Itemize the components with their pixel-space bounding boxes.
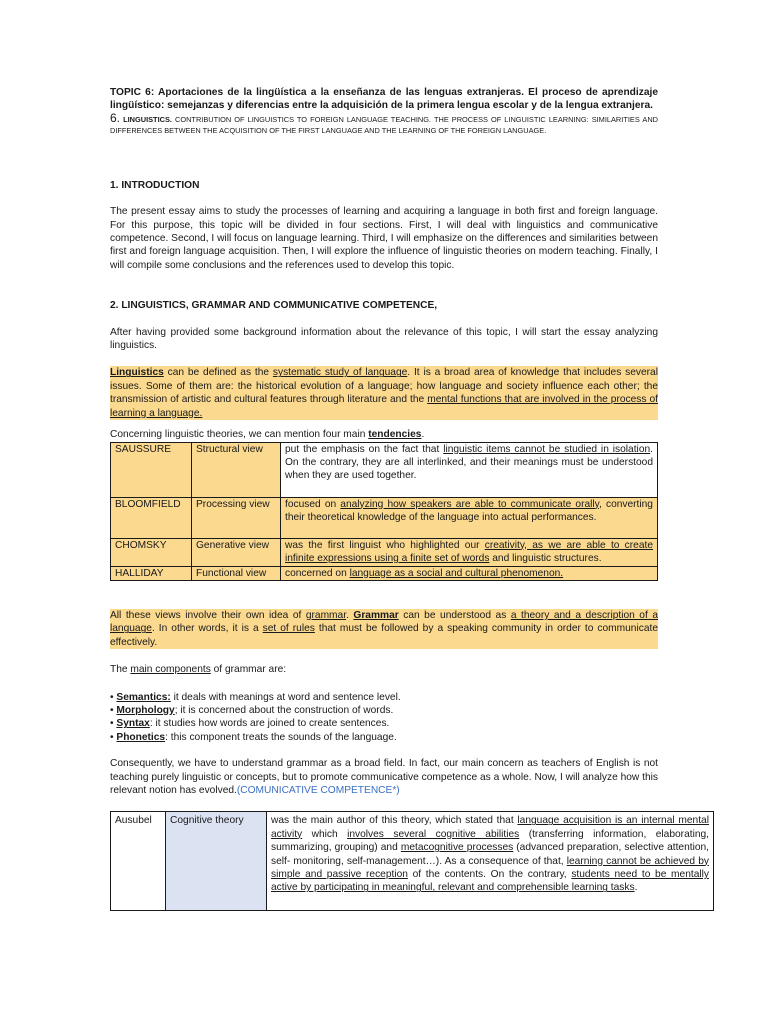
- bullet-icon: •: [110, 731, 117, 743]
- grammar-t3: can be understood as: [398, 609, 511, 621]
- intro-paragraph: The present essay aims to study the processes of learning and acquiring a language in both first and foreign language. For this purpose, this topic will be divided in four sections. First, I will deal with linguistics and communicative competence. Second, I will focus on language learning. Third, I will emphasize on the differences and similarities between first and foreign language acquisition. Then, I will explore the influence of linguistic theories on modern teaching. Finally, I will compile some conclusions and the references used to develop this topic.: [110, 206, 658, 271]
- tendencies-pre: Concerning linguistic theories, we can mention four main: [110, 429, 369, 441]
- tendency-view: [192, 566, 281, 580]
- def-text-2: . It is a broad area of knowledge that includes several issues. Some of them are: the historical evolution of a language; how language and society influence each other; the transmission of artistic and cultural features through literature and the: [110, 367, 658, 406]
- components-pre: The: [110, 664, 131, 676]
- linguistics-term: Linguistics: [110, 367, 164, 379]
- ausubel-name-cell: [111, 812, 166, 911]
- tendency-view-text: Processing view: [196, 498, 270, 510]
- topic-title-en: [110, 110, 658, 136]
- ausubel-segment: (transferring information, elaborating, summarizing, grouping) and: [271, 828, 709, 854]
- tendency-name: [111, 442, 192, 497]
- component-term: Morphology: [116, 704, 175, 716]
- components-u: main components: [130, 664, 211, 676]
- list-item: [110, 717, 658, 730]
- section2-heading: 2. LINGUISTICS, GRAMMAR AND COMMUNICATIVE COMPETENCE,: [110, 300, 438, 312]
- tendency-name-text: HALLIDAY: [115, 567, 164, 579]
- def-underline-2: mental functions that are involved in the process of learning a language.: [110, 394, 658, 419]
- table-row: [111, 566, 658, 580]
- tendency-desc-post: , converting their theoretical knowledge of the language into actual performances.: [285, 498, 653, 523]
- components-intro: [110, 663, 658, 676]
- ausubel-segment: language acquisition is an internal mental activity: [271, 815, 709, 840]
- table-row: [111, 442, 658, 497]
- component-text: : this component treats the sounds of the language.: [165, 731, 397, 743]
- tendency-desc-u: creativity, as we are able to create infinite expressions using a finite set of words: [285, 539, 653, 564]
- document-page: [110, 86, 710, 911]
- tendency-name-text: CHOMSKY: [115, 539, 167, 551]
- tendency-name-text: BLOOMFIELD: [115, 498, 181, 510]
- tendencies-word: tendencies: [368, 429, 422, 441]
- component-text: ; it is concerned about the construction of words.: [174, 704, 394, 716]
- topic-title-en-bold: LINGUISTICS.: [123, 114, 172, 124]
- ausubel-segment: was the main author of this theory, which stated that: [271, 815, 518, 827]
- tendency-description: [281, 566, 658, 580]
- tendency-view: [192, 497, 281, 538]
- ausubel-name: Ausubel: [115, 815, 152, 827]
- ausubel-description-cell: [267, 812, 714, 911]
- list-item: [110, 704, 658, 717]
- tendency-name-text: SAUSSURE: [115, 443, 172, 455]
- ausubel-segment: which: [302, 828, 348, 840]
- tendency-description: [281, 442, 658, 497]
- grammar-paragraph: [110, 609, 658, 649]
- topic-title-es: TOPIC 6: Aportaciones de la lingüística a la enseñanza de las lenguas extranjeras. El proceso de aprendizaje lingüístico: semejanzas y diferencias entre la adquisición de la primera lengua escolar y de la lengua extranjera.: [110, 87, 658, 112]
- competence-link[interactable]: (COMUNICATIVE COMPETENCE*): [236, 784, 400, 796]
- tendency-desc-u: language as a social and cultural phenomenon.: [349, 567, 564, 579]
- ausubel-theory: Cognitive theory: [170, 815, 244, 827]
- component-text: it deals with meanings at word and sentence level.: [170, 691, 401, 703]
- components-list: [110, 691, 658, 745]
- tendency-desc-pre: put the emphasis on the fact that: [285, 443, 444, 455]
- component-term: Phonetics: [116, 731, 166, 743]
- topic-number: 6.: [110, 110, 121, 125]
- def-underline-1: systematic study of language: [272, 367, 408, 379]
- tendency-name: [111, 566, 192, 580]
- ausubel-segment: (advanced preparation, selective attention, self- monitoring, self-management…). As a consequence of that,: [271, 842, 710, 867]
- list-item: [110, 691, 658, 704]
- table-row: [111, 538, 658, 566]
- ausubel-segment: involves several cognitive abilities: [347, 828, 520, 840]
- tendencies-post: .: [421, 429, 425, 441]
- tendency-desc-pre: focused on: [285, 498, 341, 510]
- tendency-view: [192, 538, 281, 566]
- tendencies-intro: [110, 428, 658, 441]
- component-term: Semantics:: [116, 691, 171, 703]
- bullet-icon: •: [110, 691, 117, 703]
- table-row: [111, 497, 658, 538]
- tendency-view-text: Functional view: [196, 567, 267, 579]
- ausubel-segment: learning cannot be achieved by simple and passive reception: [271, 855, 709, 880]
- tendency-desc-pre: concerned on: [285, 567, 350, 579]
- ausubel-segment: metacognitive processes: [400, 842, 514, 854]
- list-item: [110, 731, 658, 744]
- grammar-t5: that must be followed by a speaking community in order to communicate effectively.: [110, 623, 658, 648]
- linguistics-definition: [110, 366, 658, 420]
- tendency-desc-pre: was the first linguist who highlighted our: [285, 539, 485, 551]
- tendency-description: [281, 497, 658, 538]
- grammar-u3: set of rules: [262, 623, 315, 635]
- tendency-desc-post: . On the contrary, they are all interlinked, and their meanings must be understood when they are used together.: [285, 443, 653, 482]
- component-term: Syntax: [116, 718, 150, 730]
- components-post: of grammar are:: [210, 664, 287, 676]
- ausubel-description: [271, 814, 709, 894]
- def-text-1: can be defined as the: [163, 367, 273, 379]
- tendency-desc-u: linguistic items cannot be studied in isolation: [443, 443, 651, 455]
- ausubel-segment: .: [634, 882, 638, 894]
- ausubel-segment: of the contents. On the contrary,: [407, 869, 572, 880]
- component-text: : it studies how words are joined to create sentences.: [149, 718, 390, 730]
- tendency-view-text: Structural view: [196, 443, 263, 455]
- section2-lead: After having provided some background information about the relevance of this topic, I will start the essay analyzing linguistics.: [110, 326, 658, 352]
- bullet-icon: •: [110, 704, 117, 716]
- tendencies-table: [110, 442, 658, 581]
- tendency-view: [192, 442, 281, 497]
- tendency-desc-post: and linguistic structures.: [489, 552, 602, 564]
- ausubel-segment: students need to be mentally active by participating in meaningful, relevant and comprehensible learning tasks: [271, 869, 709, 894]
- ausubel-table: [110, 811, 714, 911]
- ausubel-theory-cell: [166, 812, 267, 911]
- grammar-t4: . In other words, it is a: [151, 623, 263, 635]
- grammar-u1: grammar: [305, 609, 347, 621]
- grammar-t1: All these views involve their own idea of: [110, 609, 306, 621]
- topic-title-en-rest: CONTRIBUTION OF LINGUISTICS TO FOREIGN LANGUAGE TEACHING. THE PROCESS OF LINGUISTIC LEARNING: SIMILARITIES AND DIFFERENCES BETWEEN THE ACQUISITION OF THE FIRST LANGUAGE AND THE LEARNING OF THE FOREIGN LANGUAGE.: [110, 114, 658, 135]
- tendency-description: [281, 538, 658, 566]
- tendency-name: [111, 538, 192, 566]
- grammar-t2: .: [346, 609, 354, 621]
- conclusion-paragraph: [110, 757, 658, 797]
- tendency-view-text: Generative view: [196, 539, 270, 551]
- intro-heading: 1. INTRODUCTION: [110, 179, 200, 191]
- tendency-desc-u: analyzing how speakers are able to communicate orally: [340, 498, 599, 510]
- tendency-name: [111, 497, 192, 538]
- conclusion-text: Consequently, we have to understand grammar as a broad field. In fact, our main concern as teachers of English is not teaching purely linguistic or concepts, but to promote communicative competence as a whole. Now, I will analyze how this relevant notion has evolved.: [110, 758, 658, 796]
- grammar-term: Grammar: [353, 609, 399, 621]
- bullet-icon: •: [110, 718, 117, 730]
- grammar-u2: a theory and a description of a language: [110, 609, 658, 635]
